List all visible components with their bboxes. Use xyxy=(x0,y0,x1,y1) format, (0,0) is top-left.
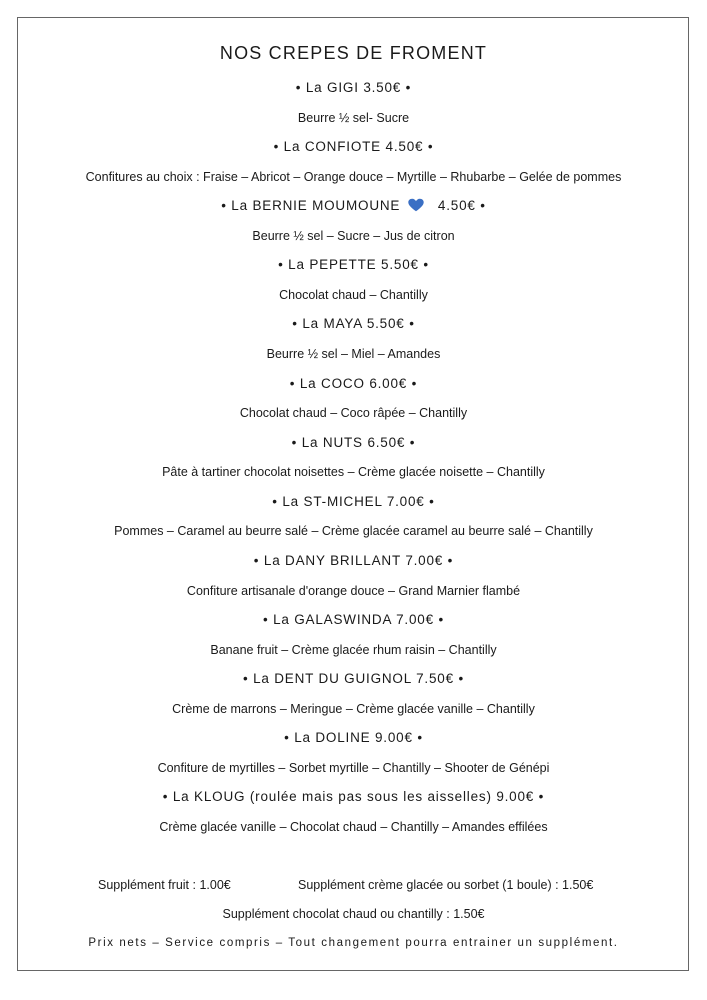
bullet: • xyxy=(295,80,302,95)
crepe-price: 7.50€ xyxy=(416,671,454,687)
crepe-price: 9.00€ xyxy=(496,789,535,805)
crepe-name xyxy=(0,671,707,686)
bullet: • xyxy=(273,139,280,155)
supplement-glace: Supplément crème glacée ou sorbet (1 boule) : 1.50€ xyxy=(298,878,594,892)
crepe-price: 3.50€ xyxy=(363,80,402,95)
crepe-name xyxy=(0,316,707,331)
crepe-name xyxy=(0,730,707,745)
crepe-price: 7.00€ xyxy=(396,612,434,628)
bullet: • xyxy=(405,80,412,95)
bullet: • xyxy=(278,257,284,273)
crepe-title: La ST-MICHEL xyxy=(282,493,383,509)
crepe-name xyxy=(0,612,707,627)
crepe-description: Pommes – Caramel au beurre salé – Crème glacée caramel au beurre salé – Chantilly xyxy=(114,524,593,539)
bullet: • xyxy=(417,730,423,746)
crepe-name xyxy=(0,789,707,804)
bullet: • xyxy=(253,552,260,568)
bullet: • xyxy=(292,316,298,332)
crepe-title: La BERNIE MOUMOUNE xyxy=(231,198,401,214)
bullet: • xyxy=(221,198,227,214)
crepe-description: Beurre ½ sel – Sucre – Jus de citron xyxy=(252,228,455,243)
crepe-description: Banane fruit – Crème glacée rhum raisin – Chantilly xyxy=(210,642,497,657)
crepe-title: La PEPETTE xyxy=(288,257,377,273)
heart-icon xyxy=(407,198,425,212)
bullet: • xyxy=(263,612,269,628)
crepe-price: 7.00€ xyxy=(386,493,425,509)
supplement-chocolat: Supplément chocolat chaud ou chantilly : 1.50€ xyxy=(222,907,485,921)
crepe-title: La COCO xyxy=(299,375,365,391)
crepe-description: Crème glacée vanille – Chocolat chaud – Chantilly – Amandes effilées xyxy=(159,820,548,834)
bullet: • xyxy=(427,139,434,155)
crepe-name xyxy=(0,376,707,391)
crepe-title: La DENT DU GUIGNOL xyxy=(253,671,412,687)
crepe-price: 7.00€ xyxy=(405,552,444,568)
crepe-description: Beurre ½ sel- Sucre xyxy=(297,110,410,125)
crepe-description: Confitures au choix : Fraise – Abricot – Orange douce – Myrtille – Rhubarbe – Gelée de pommes xyxy=(85,169,622,184)
crepe-name xyxy=(0,435,707,450)
crepe-description: Pâte à tartiner chocolat noisettes – Crème glacée noisette – Chantilly xyxy=(162,465,545,480)
crepe-title: La DANY BRILLANT xyxy=(263,552,401,568)
crepe-description: Confiture de myrtilles – Sorbet myrtille – Chantilly – Shooter de Génépi xyxy=(157,760,550,775)
bullet: • xyxy=(272,493,278,509)
supplement-fruit: Supplément fruit : 1.00€ xyxy=(98,878,231,892)
crepe-name xyxy=(0,494,707,509)
crepe-description: Chocolat chaud – Coco râpée – Chantilly xyxy=(239,406,468,421)
crepe-title: La DOLINE xyxy=(294,730,371,746)
bullet: • xyxy=(284,730,290,746)
crepe-description: Beurre ½ sel – Miel – Amandes xyxy=(266,347,441,362)
crepe-description: Confiture artisanale d'orange douce – Grand Marnier flambé xyxy=(186,583,521,598)
footer-note: Prix nets – Service compris – Tout changement pourra entrainer un supplément. xyxy=(88,937,619,949)
crepe-price: 5.50€ xyxy=(381,257,419,273)
crepe-title: La GALASWINDA xyxy=(273,612,392,628)
bullet: • xyxy=(411,375,418,391)
bullet: • xyxy=(538,789,545,805)
crepe-name xyxy=(0,80,707,95)
bullet: • xyxy=(480,198,486,214)
crepe-price: 6.00€ xyxy=(369,375,408,391)
bullet: • xyxy=(409,434,416,450)
bullet: • xyxy=(429,493,435,509)
bullet: • xyxy=(291,434,298,450)
crepe-name xyxy=(0,198,707,213)
crepe-title: La NUTS xyxy=(301,434,363,450)
bullet: • xyxy=(409,316,415,332)
crepe-name xyxy=(0,553,707,568)
bullet: • xyxy=(447,552,454,568)
crepe-price: 4.50€ xyxy=(437,198,476,214)
bullet: • xyxy=(243,671,249,687)
crepe-price: 6.50€ xyxy=(367,434,406,450)
bullet: • xyxy=(162,789,169,805)
crepe-title: La GIGI xyxy=(305,80,359,95)
bullet: • xyxy=(458,671,464,687)
crepe-title: La KLOUG (roulée mais pas sous les aisselles) xyxy=(172,789,492,805)
crepe-price: 5.50€ xyxy=(366,316,405,332)
crepe-title: La CONFIOTE xyxy=(283,139,381,155)
bullet: • xyxy=(289,375,296,391)
crepe-price: 4.50€ xyxy=(385,139,424,155)
crepe-title: La MAYA xyxy=(302,316,363,332)
bullet: • xyxy=(438,612,444,628)
crepe-name xyxy=(0,257,707,272)
menu-title: NOS CREPES DE FROMENT xyxy=(219,43,488,63)
crepe-price: 9.00€ xyxy=(375,730,413,746)
bullet: • xyxy=(423,257,429,273)
crepe-description: Chocolat chaud – Chantilly xyxy=(279,287,428,302)
crepe-description: Crème de marrons – Meringue – Crème glacée vanille – Chantilly xyxy=(172,701,535,716)
crepe-name xyxy=(0,139,707,154)
